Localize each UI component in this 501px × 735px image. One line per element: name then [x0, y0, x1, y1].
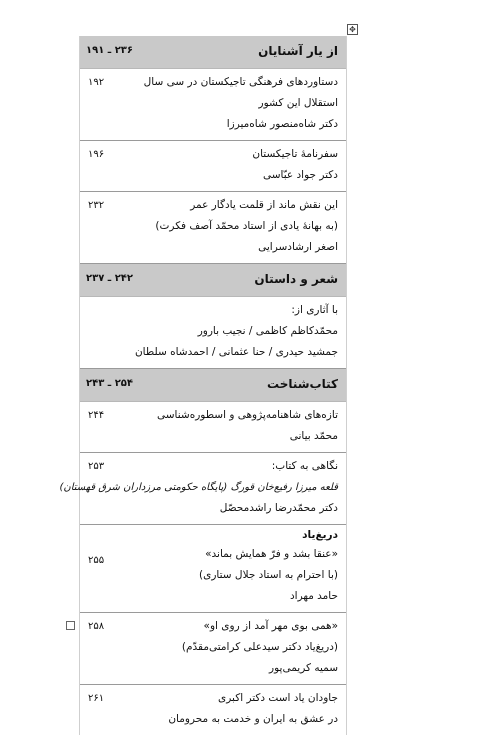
entry-title-line: «همی بوی مهر آمد از روی او»: [203, 620, 338, 632]
paragraph-anchor-marker: [66, 621, 75, 630]
section-header: [80, 369, 346, 402]
entry-page-number: ۲۳۲: [88, 200, 105, 211]
entry-author: دکتر جواد عبّاسی: [262, 169, 338, 181]
toc-entry: [80, 613, 346, 685]
entry-page-number: ۲۵۵: [88, 555, 105, 566]
entry-page-number: ۲۵۳: [88, 461, 105, 472]
toc-entry: [80, 141, 346, 192]
entry-author: اصغر ارشادسرایی: [258, 241, 338, 253]
entry-author: محمّد بیانی: [289, 430, 338, 442]
entry-page-number: ۱۹۲: [88, 77, 105, 88]
table-move-handle-icon[interactable]: ✥: [347, 24, 358, 35]
toc-entry: [80, 685, 346, 735]
entry-page-number: ۲۶۱: [88, 693, 105, 704]
entry-book-title: قلعه میرزا رفیع‌خان قورگ (پایگاه حکومتی مرزداران شرق قهستان): [59, 482, 338, 493]
section-page-range: ۲۴۲ ـ ۲۳۷: [86, 273, 134, 284]
entry-author: سمیه کریمی‌پور: [269, 662, 338, 674]
entry-title-line: تازه‌های شاهنامه‌پژوهی و اسطوره‌شناسی: [156, 409, 338, 421]
section-title: شعر و داستان: [254, 272, 338, 286]
section-page-range: ۲۵۴ ـ ۲۴۳: [86, 378, 134, 389]
entry-page-number: ۲۵۸: [88, 621, 105, 632]
entry-page-number: ۱۹۶: [88, 149, 105, 160]
entry-title-line: نگاهی به کتاب:: [271, 460, 338, 472]
section-header: [80, 264, 346, 297]
entry-title-line: «عنقا بشد و فرّ همایش بماند»: [205, 548, 338, 560]
entry-title-line: با آثاری از:: [291, 304, 338, 316]
entry-author: محمّدکاظم کاظمی / نجیب بارور: [197, 325, 338, 337]
entry-author: حامد مهراد: [289, 590, 338, 602]
subheading: دریغ‌یاد: [302, 529, 338, 541]
section-page-range: ۲۳۶ ـ ۱۹۱: [86, 45, 134, 56]
entry-title-line: استقلال این کشور: [258, 97, 338, 109]
entry-author: دکتر شاه‌منصور شاه‌میرزا: [226, 118, 338, 130]
entry-title-line: این نقش ماند از قلمت یادگار عمر: [190, 199, 338, 211]
toc-entry: [80, 402, 346, 453]
toc-entry: [80, 69, 346, 141]
entry-subtitle-line: در عشق به ایران و خدمت به محرومان: [168, 713, 338, 725]
entry-author: دکتر محمّدرضا راشدمحصّل: [219, 502, 338, 514]
table-of-contents: [59, 36, 347, 735]
entry-subtitle-line: (با احترام به استاد جلال ستاری): [199, 569, 338, 581]
entry-subtitle-line: (به بهانهٔ یادی از استاد محمّد آصف فکرت): [155, 220, 338, 232]
entry-author: جمشید حیدری / حنا عثمانی / احمدشاه سلطان: [134, 346, 338, 358]
toc-entry: [80, 525, 346, 613]
entry-title-line: سفرنامهٔ تاجیکستان: [252, 148, 338, 160]
section-title: کتاب‌شناخت: [267, 377, 338, 391]
entry-title-line: جاودان یاد است دکتر اکبری: [218, 692, 338, 704]
toc-entry: [59, 453, 346, 525]
entry-page-number: ۲۴۴: [88, 410, 105, 421]
entry-subtitle-line: (دریغ‌یاد دکتر سیدعلی کرامتی‌مقدّم): [181, 641, 338, 653]
toc-entry: [80, 192, 346, 264]
entry-title-line: دستاوردهای فرهنگی تاجیکستان در سی سال: [143, 76, 338, 88]
toc-entry: [80, 297, 346, 369]
section-header: [80, 36, 346, 69]
section-title: از یار آشنایان: [258, 44, 338, 58]
